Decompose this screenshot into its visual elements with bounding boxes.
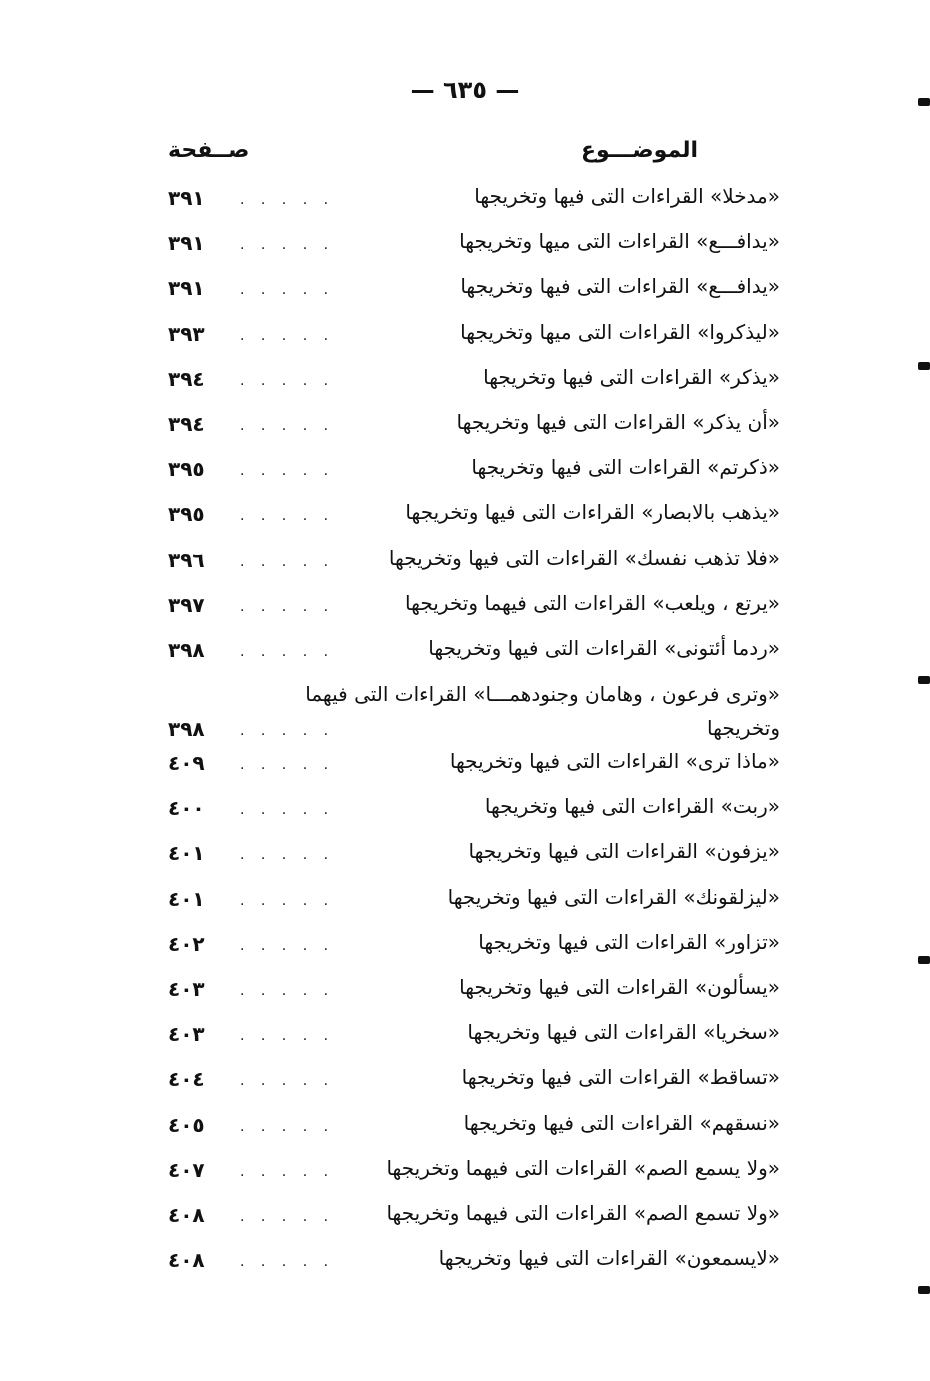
toc-entry-title: «ليذكروا» القراءات التى ميها وتخريجها xyxy=(460,319,780,344)
toc-leader-dots: . . . . . xyxy=(240,598,335,615)
toc-entry xyxy=(168,879,780,924)
toc-entry-title: «ذكرتم» القراءات التى فيها وتخريجها xyxy=(471,455,780,480)
toc-entry-title: «يذكر» القراءات التى فيها وتخريجها xyxy=(483,364,780,389)
toc-entry xyxy=(168,178,780,223)
toc-entry-title: «يزفون» القراءات التى فيها وتخريجها xyxy=(468,839,780,864)
page-column-heading: صــفحة xyxy=(168,138,250,163)
toc-entry-title: «وترى فرعون ، وهامان وجنودهمـــا» القراءات التى فيهما وتخريجها xyxy=(305,682,780,741)
toc-entry-page: ٤٠٥ xyxy=(168,1112,205,1137)
toc-entry-page: ٤٠٢ xyxy=(168,931,205,956)
scan-edge-mark xyxy=(918,956,930,964)
toc-entry-page: ٤٠١ xyxy=(168,886,205,911)
toc-entry-title: «مدخلا» القراءات التى فيها وتخريجها xyxy=(474,184,780,208)
toc-entry-title: «يدافـــع» القراءات التى ميها وتخريجها xyxy=(459,229,780,254)
toc-entry xyxy=(168,788,780,833)
toc-entry-title: «لايسمعون» القراءات التى فيها وتخريجها xyxy=(438,1246,780,1271)
scan-edge-mark xyxy=(918,1286,930,1294)
scan-edge-mark xyxy=(918,362,930,370)
toc-entry xyxy=(168,1105,780,1150)
toc-leader-dots: . . . . . xyxy=(240,983,335,999)
toc-leader-dots: . . . . . xyxy=(240,643,335,660)
toc-entry-page: ٣٩٥ xyxy=(168,502,205,527)
toc-leader-dots: . . . . . xyxy=(240,1254,335,1271)
topic-column-heading: الموضـــوع xyxy=(581,138,698,163)
toc-leader-dots: . . . . . xyxy=(240,1208,335,1225)
toc-entry-page: ٣٩١ xyxy=(168,276,205,301)
toc-entry-title: «ولا يسمع الصم» القراءات التى فيهما وتخريجها xyxy=(386,1155,780,1180)
toc-entry-page: ٣٩٤ xyxy=(168,411,205,436)
toc-leader-dots: . . . . . xyxy=(240,1028,335,1045)
toc-entry-page: ٣٩٥ xyxy=(168,457,205,482)
toc-entry-title: «يرتع ، ويلعب» القراءات التى فيهما وتخريجها xyxy=(405,590,780,615)
toc-entry-page: ٣٩٨ xyxy=(168,637,205,662)
toc-entry xyxy=(168,494,780,539)
toc-entry-title: «سخريا» القراءات التى فيها وتخريجها xyxy=(467,1020,780,1045)
toc-entry xyxy=(168,630,780,675)
toc-entry-title: «أن يذكر» القراءات التى فيها وتخريجها xyxy=(456,409,780,434)
toc-leader-dots: . . . . . xyxy=(240,508,335,525)
toc-leader-dots: . . . . . xyxy=(240,723,335,740)
toc-entry-page: ٣٩٤ xyxy=(168,366,205,391)
toc-entry-title: «يدافـــع» القراءات التى فيها وتخريجها xyxy=(460,274,780,299)
toc-entry-page: ٤٠٩ xyxy=(168,751,205,776)
toc-entry-title: «فلا تذهب نفسك» القراءات التى فيها وتخريجها xyxy=(388,545,780,570)
toc-leader-dots: . . . . . xyxy=(240,192,335,208)
toc-entry-page: ٣٩٧ xyxy=(168,592,205,617)
toc-entry-title: «ماذا ترى» القراءات التى فيها وتخريجها xyxy=(449,749,780,774)
toc-leader-dots: . . . . . xyxy=(240,372,335,389)
toc-entry-page: ٤٠٣ xyxy=(168,1022,205,1047)
toc-entry-title: «ربت» القراءات التى فيها وتخريجها xyxy=(484,794,780,819)
toc-leader-dots: . . . . . xyxy=(240,892,335,909)
toc-leader-dots: . . . . . xyxy=(240,417,335,434)
toc-entry xyxy=(168,1195,780,1240)
toc-entry xyxy=(168,314,780,359)
toc-entry xyxy=(168,924,780,969)
toc-entry xyxy=(168,540,780,585)
toc-leader-dots: . . . . . xyxy=(240,237,335,254)
toc-entry xyxy=(168,404,780,449)
scan-edge-mark xyxy=(918,676,930,684)
toc-entry-page: ٣٩١ xyxy=(168,231,205,256)
toc-leader-dots: . . . . . xyxy=(240,802,335,819)
toc-entry xyxy=(168,1059,780,1104)
toc-entry-page: ٤٠٤ xyxy=(168,1067,205,1092)
toc-entry xyxy=(168,743,780,788)
toc-leader-dots: . . . . . xyxy=(240,847,335,864)
toc-entry xyxy=(168,675,780,743)
toc-leader-dots: . . . . . xyxy=(240,1163,335,1180)
toc-entry xyxy=(168,585,780,630)
toc-entry xyxy=(168,1150,780,1195)
toc-leader-dots: . . . . . xyxy=(240,1073,335,1090)
toc-entry-page: ٤٠٠ xyxy=(168,796,205,821)
toc-entry-title: «ليزلقونك» القراءات التى فيها وتخريجها xyxy=(447,884,780,909)
toc-entry-title: «ولا تسمع الصم» القراءات التى فيهما وتخريجها xyxy=(386,1200,780,1225)
toc-leader-dots: . . . . . xyxy=(240,463,335,480)
toc-entry-page: ٣٩٦ xyxy=(168,547,205,572)
toc-entry-page: ٤٠٧ xyxy=(168,1157,205,1182)
toc-entry xyxy=(168,268,780,313)
toc-entry xyxy=(168,449,780,494)
toc-entry xyxy=(168,969,780,1014)
toc-entry xyxy=(168,1014,780,1059)
toc-leader-dots: . . . . . xyxy=(240,553,335,570)
toc-entry-title: «نسقهم» القراءات التى فيها وتخريجها xyxy=(463,1110,780,1135)
toc-entry-title: «تزاور» القراءات التى فيها وتخريجها xyxy=(478,929,780,954)
toc-entry-page: ٤٠٨ xyxy=(168,1248,205,1273)
toc-leader-dots: . . . . . xyxy=(240,1118,335,1135)
toc-entry xyxy=(168,1240,780,1285)
toc-entry-page: ٤٠١ xyxy=(168,841,205,866)
toc-entry xyxy=(168,359,780,404)
toc-leader-dots: . . . . . xyxy=(240,937,335,954)
page-number: — ٦٣٥ — xyxy=(410,76,520,104)
toc-entry-page: ٣٩١ xyxy=(168,186,205,210)
toc-leader-dots: . . . . . xyxy=(240,327,335,344)
table-of-contents xyxy=(168,178,780,1285)
toc-entry-title: «تساقط» القراءات التى فيها وتخريجها xyxy=(461,1065,780,1090)
toc-entry-page: ٤٠٨ xyxy=(168,1202,205,1227)
toc-entry-page: ٣٩٣ xyxy=(168,321,205,346)
toc-entry-title: «ردما أئتونى» القراءات التى فيها وتخريجها xyxy=(428,635,780,660)
scan-edge-mark xyxy=(918,98,930,106)
toc-entry-title: «يسألون» القراءات التى فيها وتخريجها xyxy=(459,975,780,999)
toc-entry-page: ٤٠٣ xyxy=(168,977,205,1001)
toc-leader-dots: . . . . . xyxy=(240,282,335,299)
toc-entry-page: ٣٩٨ xyxy=(168,717,205,742)
toc-entry xyxy=(168,223,780,268)
toc-entry xyxy=(168,833,780,878)
toc-entry-title: «يذهب بالابصار» القراءات التى فيها وتخريجها xyxy=(405,500,780,525)
toc-leader-dots: . . . . . xyxy=(240,757,335,774)
